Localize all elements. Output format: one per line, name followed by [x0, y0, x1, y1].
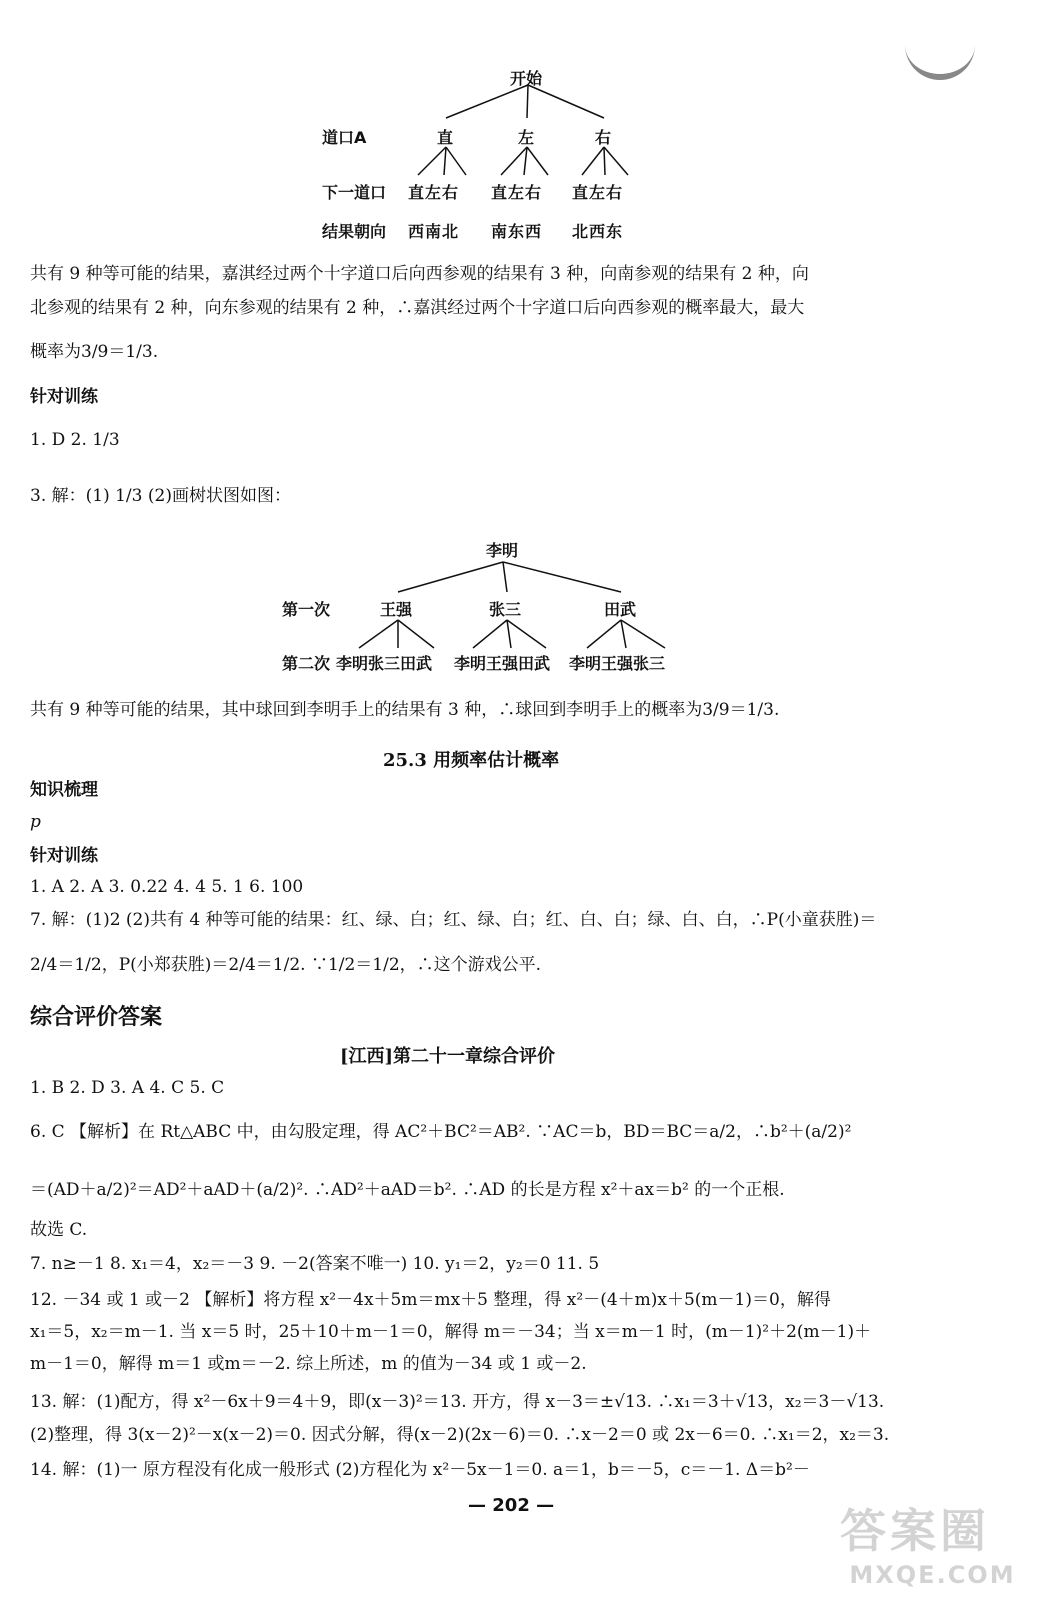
tree1-node: 左: [518, 128, 535, 147]
tree2-node: 张三: [489, 600, 522, 619]
section-title: 25.3 用频率估计概率: [383, 750, 560, 771]
answer-line: 3. 解：(1) 1/3 (2)画树状图如图：: [30, 486, 291, 506]
tree1-root: 开始: [510, 69, 543, 88]
tree2-node: 田武: [604, 600, 637, 619]
tree1-result-group: 西南北: [408, 222, 460, 241]
watermark-logo: [840, 1495, 1025, 1590]
tree1-node: 右: [595, 128, 612, 147]
answer-line: x₁＝5，x₂＝m－1. 当 x＝5 时，25＋10＋m－1＝0，解得 m＝－34；当 x＝m－1 时，(m－1)²＋2(m－1)＋: [30, 1322, 872, 1342]
answer-line: (2)整理，得 3(x－2)²－x(x－2)＝0. 因式分解，得(x－2)(2x－6)＝0. ∴x－2＝0 或 2x－6＝0. ∴x₁＝2，x₂＝3.: [30, 1425, 890, 1445]
tree1-leaf-group: 直左右: [572, 183, 624, 202]
section-heading: 针对训练: [30, 387, 98, 407]
answer-line: 13. 解：(1)配方，得 x²－6x＋9＝4＋9，即(x－3)²＝13. 开方，得 x－3＝±√13. ∴x₁＝3＋√13，x₂＝3－√13.: [30, 1392, 885, 1412]
answer-line: 2/4＝1/2，P(小郑获胜)＝2/4＝1/2. ∵1/2＝1/2，∴这个游戏公平.: [30, 955, 542, 975]
watermark-url: MXQE.COM: [849, 1561, 1016, 1589]
tree1-node: 直: [437, 128, 454, 147]
answer-line: 12. －34 或 1 或－2 【解析】将方程 x²－4x＋5m＝mx＋5 整理，得 x²－(4＋m)x＋5(m－1)＝0，解得: [30, 1290, 831, 1310]
answer-line: m－1＝0，解得 m＝1 或m＝－2. 综上所述，m 的值为－34 或 1 或－2.: [30, 1354, 587, 1374]
tree1-leaf-group: 直左右: [491, 183, 543, 202]
tree1-row3-label: 结果朝向: [322, 222, 387, 241]
big-heading: 综合评价答案: [30, 1005, 163, 1030]
paragraph: 共有 9 种等可能的结果，其中球回到李明手上的结果有 3 种，∴球回到李明手上的概率为3/9＝1/3.: [30, 700, 780, 720]
paragraph: 共有 9 种等可能的结果，嘉淇经过两个十字道口后向西参观的结果有 3 种，向南参观的结果有 2 种，向: [30, 264, 809, 284]
paragraph: 概率为3/9＝1/3.: [30, 342, 159, 362]
tree2-leaf-group: 李明王强田武: [454, 654, 551, 673]
answer-line: ＝(AD＋a/2)²＝AD²＋aAD＋(a/2)². ∴AD²＋aAD＝b². ∴AD 的长是方程 x²＋ax＝b² 的一个正根.: [30, 1180, 785, 1200]
tree2-root: 李明: [486, 541, 519, 560]
tree1-result-group: 南东西: [491, 222, 543, 241]
answer-line: p: [30, 812, 41, 832]
paragraph: 北参观的结果有 2 种，向东参观的结果有 2 种，∴嘉淇经过两个十字道口后向西参观的概率最大，最大: [30, 298, 805, 318]
watermark-text: 答案圈: [840, 1504, 990, 1558]
tree2-node: 王强: [380, 600, 413, 619]
page-number: — 202 —: [468, 1495, 555, 1516]
answer-line: 1. A 2. A 3. 0.22 4. 4 5. 1 6. 100: [30, 877, 304, 897]
tree1-leaf-group: 直左右: [408, 183, 460, 202]
tree1-row1-label: 道口A: [322, 128, 367, 147]
answer-line: 7. n≥－1 8. x₁＝4，x₂＝－3 9. －2(答案不唯一) 10. y₁＝2，y₂＝0 11. 5: [30, 1254, 600, 1274]
answer-line: 1. B 2. D 3. A 4. C 5. C: [30, 1078, 225, 1098]
section-heading: 针对训练: [30, 846, 98, 866]
tree2-row1-label: 第一次: [282, 600, 331, 619]
chapter-title: [江西]第二十一章综合评价: [340, 1046, 556, 1067]
answer-line: 14. 解：(1)一 原方程没有化成一般形式 (2)方程化为 x²－5x－1＝0. a＝1，b＝－5，c＝－1. Δ＝b²－: [30, 1460, 810, 1480]
answer-line: 7. 解：(1)2 (2)共有 4 种等可能的结果：红、绿、白；红、绿、白；红、白、白；绿、白、白，∴P(小童获胜)＝: [30, 910, 877, 930]
section-heading: 知识梳理: [30, 780, 98, 800]
tree2-leaf-group: 李明王强张三: [569, 654, 666, 673]
answer-line: 1. D 2. 1/3: [30, 430, 120, 450]
tree2-leaf-group: 李明张三田武: [336, 654, 433, 673]
tree2-row2-label: 第二次: [282, 654, 331, 673]
answer-line: 6. C 【解析】在 Rt△ABC 中，由勾股定理，得 AC²＋BC²＝AB². ∵AC＝b，BD＝BC＝a/2，∴b²＋(a/2)²: [30, 1122, 852, 1142]
tree1-result-group: 北西东: [572, 222, 624, 241]
answer-line: 故选 C.: [30, 1220, 88, 1240]
tree1-row2-label: 下一道口: [322, 183, 387, 202]
